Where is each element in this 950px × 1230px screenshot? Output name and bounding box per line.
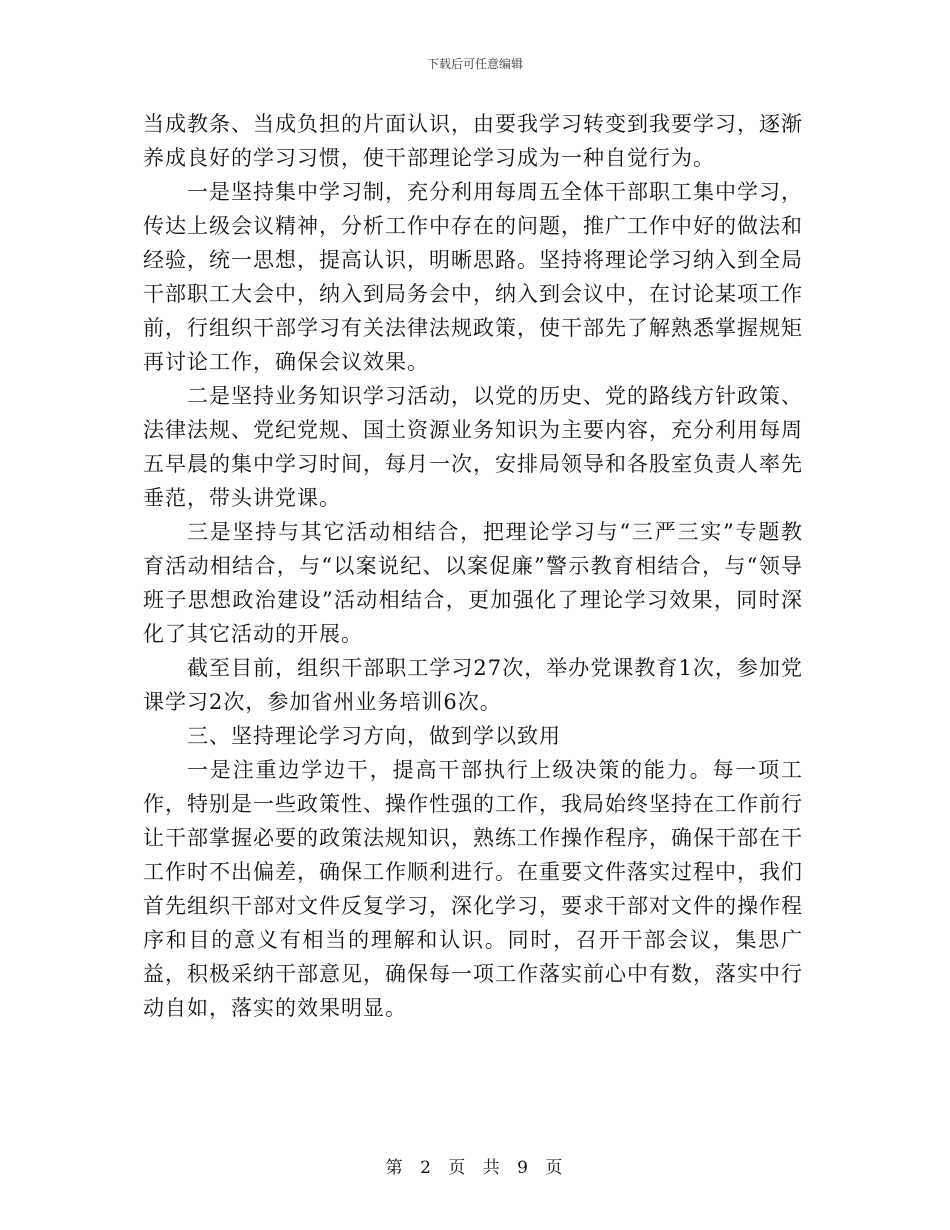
document-body bbox=[143, 107, 803, 1025]
paragraph: 截至目前，组织干部职工学习27次，举办党课教育1次，参加党课学习2次，参加省州业务培训6次。 bbox=[143, 656, 803, 714]
paragraph: 一是注重边学边干，提高干部执行上级决策的能力。每一项工作，特别是一些政策性、操作性强的工作，我局始终坚持在工作前行让干部掌握必要的政策法规知识，熟练工作操作程序，确保干部在干工作时不出偏差，确保工作顺利进行。在重要文件落实过程中，我们首先组织干部对文件反复学习，深化学习，要求干部对文件的操作程序和目的意义有相当的理解和认识。同时，召开干部会议，集思广益，积极采纳干部意见，确保每一项工作落实前心中有数，落实中行动自如，落实的效果明显。 bbox=[143, 758, 803, 1020]
footer-page-word: 页 bbox=[448, 1158, 468, 1178]
total-page-count: 9 bbox=[517, 1158, 530, 1178]
footer-suffix: 页 bbox=[545, 1158, 565, 1178]
page-header: 下载后可任意编辑 bbox=[426, 57, 523, 71]
current-page-number: 2 bbox=[420, 1158, 433, 1178]
paragraph: 一是坚持集中学习制，充分利用每周五全体干部职工集中学习，传达上级会议精神，分析工作中存在的问题，推广工作中好的做法和经验，统一思想，提高认识，明晰思路。坚持将理论学习纳入到全局干部职工大会中，纳入到局务会中，纳入到会议中，在讨论某项工作前，行组织干部学习有关法律法规政策，使干部先了解熟悉掌握规矩再讨论工作，确保会议效果。 bbox=[143, 180, 803, 374]
section-heading: 三、坚持理论学习方向，做到学以致用 bbox=[187, 724, 561, 748]
paragraph: 二是坚持业务知识学习活动，以党的历史、党的路线方针政策、法律法规、党纪党规、国土资源业务知识为主要内容，充分利用每周五早晨的集中学习时间，每月一次，安排局领导和各股室负责人率先垂范，带头讲党课。 bbox=[143, 384, 803, 510]
paragraph: 三是坚持与其它活动相结合，把理论学习与“三严三实”专题教育活动相结合，与“以案说纪、以案促廉”警示教育相结合，与“领导班子思想政治建设”活动相结合，更加强化了理论学习效果，同时深化了其它活动的开展。 bbox=[143, 520, 803, 646]
footer-total-word: 共 bbox=[482, 1158, 502, 1178]
footer-prefix: 第 bbox=[385, 1158, 405, 1178]
page-footer bbox=[0, 1153, 950, 1178]
paragraph-continued: 当成教条、当成负担的片面认识，由要我学习转变到我要学习，逐渐养成良好的学习习惯，使干部理论学习成为一种自觉行为。 bbox=[143, 112, 803, 170]
